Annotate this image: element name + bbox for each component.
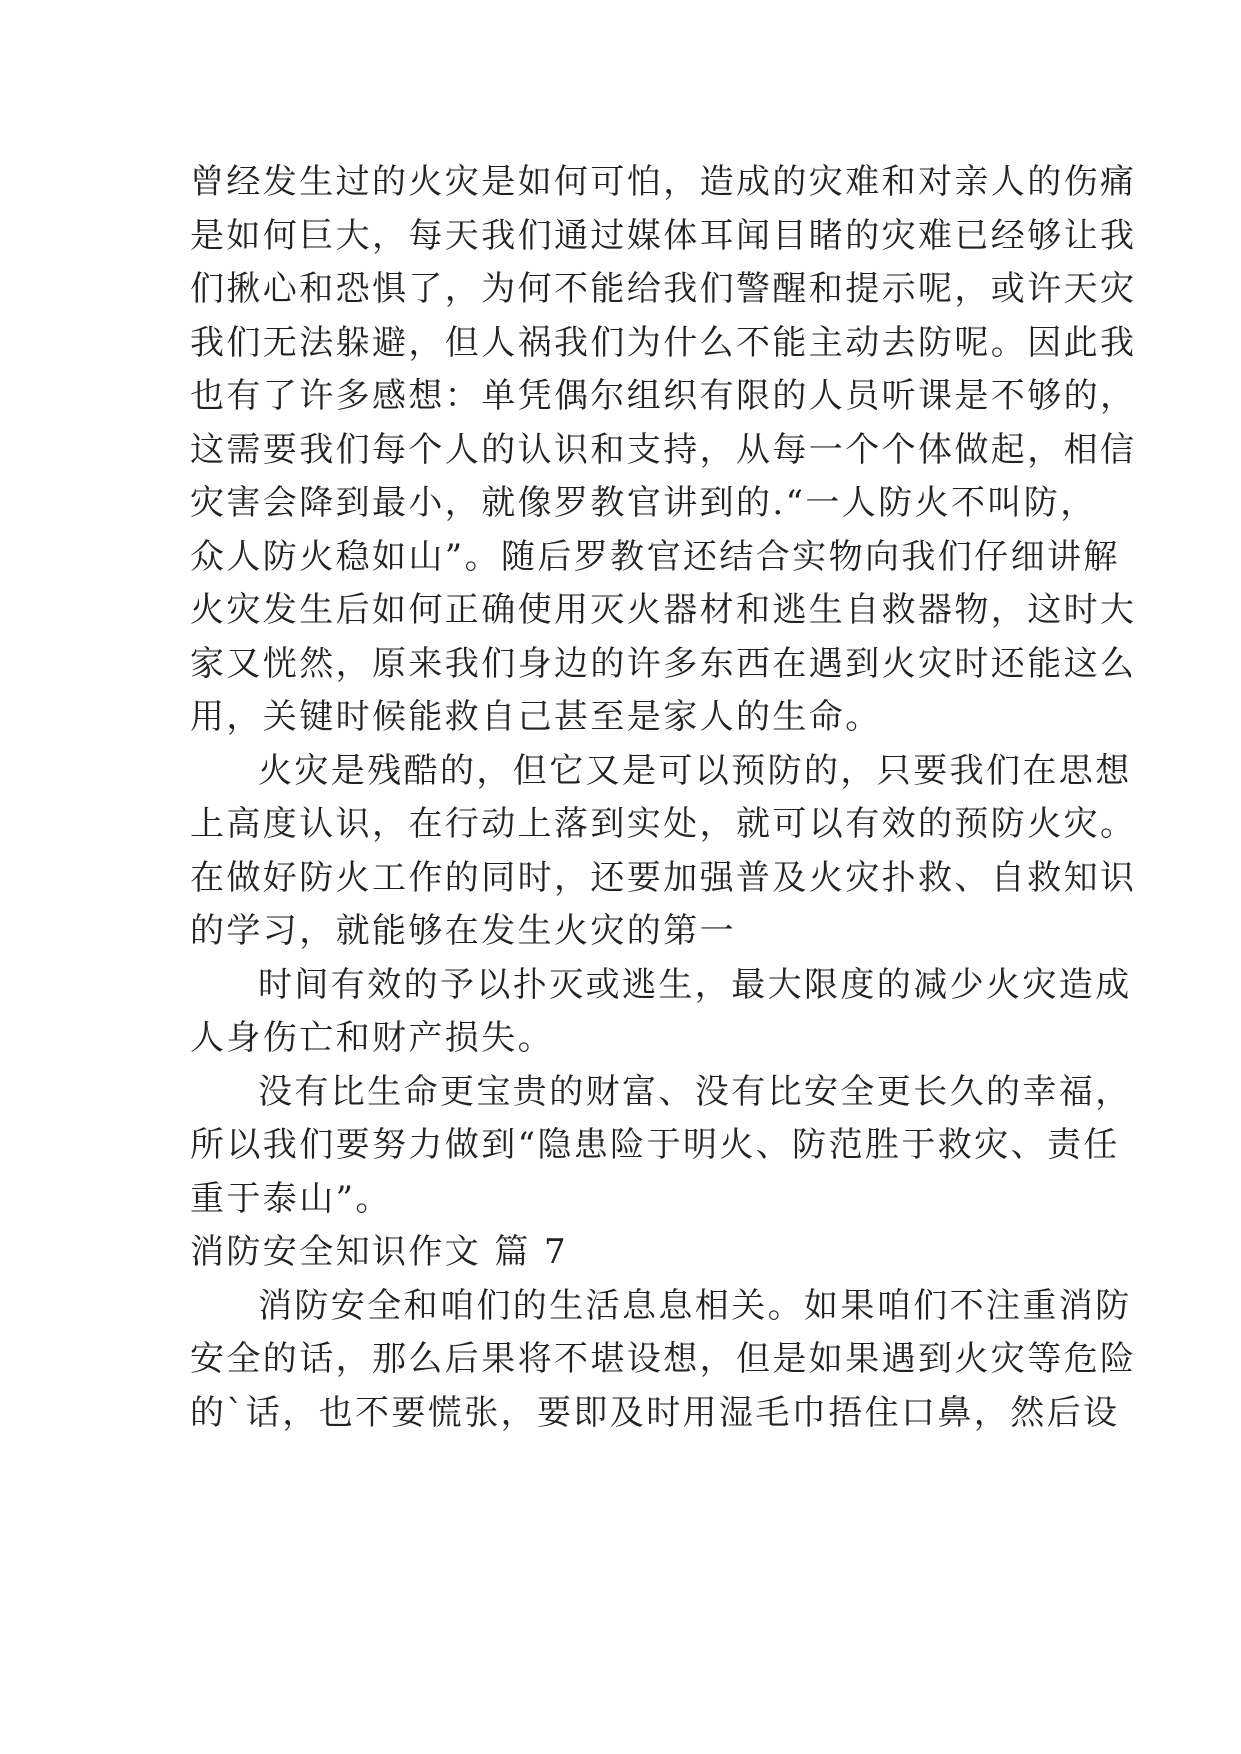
text-line: 安全的话，那么后果将不堪设想，但是如果遇到火灾等危险 [190,1339,1137,1379]
text-line: 也有了许多感想：单凭偶尔组织有限的人员听课是不够的， [190,376,1137,416]
text-line: 上高度认识，在行动上落到实处，就可以有效的预防火灾。 [190,804,1137,844]
text-line: 时间有效的予以扑灭或逃生，最大限度的减少火灾造成 [258,964,1132,1005]
text-line: 我们无法躲避，但人祸我们为什么不能主动去防呢。因此我 [190,322,1137,363]
text-line: 火灾是残酷的，但它又是可以预防的，只要我们在思想 [258,750,1132,791]
paragraph-5 [190,1280,1137,1441]
text-line: 们揪心和恐惧了，为何不能给我们警醒和提示呢，或许天灾 [190,269,1137,309]
section-heading: 消防安全知识作文 篇 7 [190,1232,569,1272]
text-line: 曾经发生过的火灾是如何可怕，造成的灾难和对亲人的伤痛 [190,162,1137,202]
text-line: 家又恍然，原来我们身边的许多东西在遇到火灾时还能这么 [190,643,1137,684]
text-line: 消防安全和咱们的生活息息相关。如果咱们不注重消防 [258,1285,1132,1326]
text-line: 用，关键时候能救自己甚至是家人的生命。 [190,697,882,737]
text-line: 人身伤亡和财产损失。 [190,1018,554,1058]
paragraph-3 [190,959,1132,1066]
text-line: 是如何巨大，每天我们通过媒体耳闻目睹的灾难已经够让我 [190,215,1137,256]
paragraph-2 [190,745,1137,959]
paragraph-1 [190,156,1137,745]
text-line: 的学习，就能够在发生火灾的第一 [190,911,736,951]
text-line: 众人防火稳如山”。随后罗教官还结合实物向我们仔细讲解 [190,536,1120,577]
text-line: 这需要我们每个人的认识和支持，从每一个个体做起，相信 [190,429,1137,470]
text-line: 所以我们要努力做到“隐患险于明火、防范胜于救灾、责任 [190,1125,1120,1165]
document-body [190,156,1137,1440]
text-line: 在做好防火工作的同时，还要加强普及火灾扑救、自救知识 [190,857,1137,898]
paragraph-4 [190,1066,1132,1227]
text-line: 重于泰山”。 [190,1178,392,1219]
text-line: 的`话，也不要慌张，要即及时用湿毛巾捂住口鼻，然后设 [190,1392,1120,1433]
text-line: 没有比生命更宝贵的财富、没有比安全更长久的幸福， [258,1071,1132,1112]
text-line: 灾害会降到最小，就像罗教官讲到的.“一人防火不叫防， [190,483,1097,523]
text-line: 火灾发生后如何正确使用灭火器材和逃生自救器物，这时大 [190,590,1137,630]
